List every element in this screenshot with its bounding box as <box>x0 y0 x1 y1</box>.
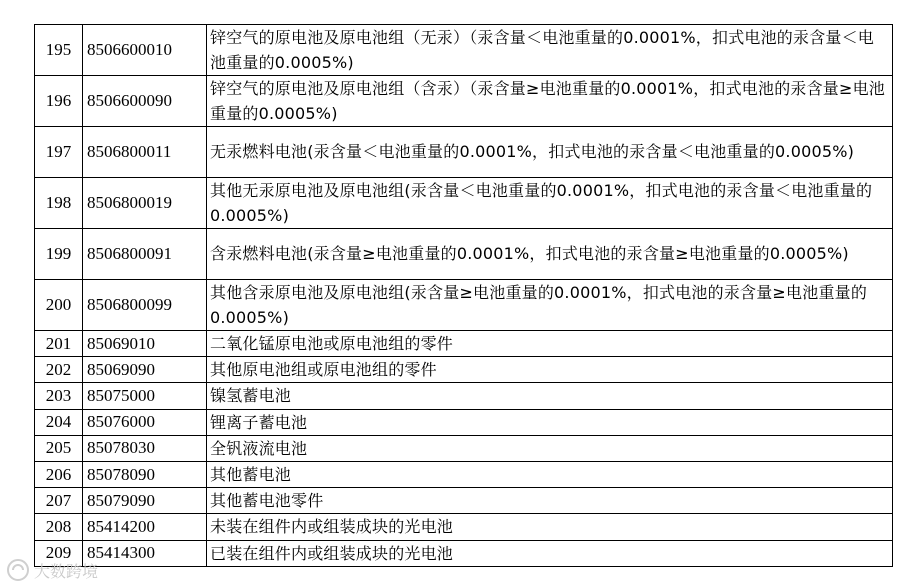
description-cell: 已装在组件内或组装成块的光电池 <box>207 540 893 566</box>
row-number-cell: 199 <box>35 229 83 280</box>
table-row <box>35 383 893 409</box>
description-cell: 镍氢蓄电池 <box>207 383 893 409</box>
table-row <box>35 488 893 514</box>
table-row <box>35 25 893 76</box>
hs-code-cell: 8506800099 <box>83 280 207 331</box>
description-cell: 其他原电池组或原电池组的零件 <box>207 357 893 383</box>
row-number-cell: 204 <box>35 409 83 435</box>
row-number-cell: 195 <box>35 25 83 76</box>
row-number-cell: 205 <box>35 435 83 461</box>
row-number-cell: 196 <box>35 76 83 127</box>
table-row <box>35 331 893 357</box>
description-cell: 锌空气的原电池及原电池组（无汞）（汞含量＜电池重量的0.0001%，扣式电池的汞含量＜电池重量的0.0005%) <box>207 25 893 76</box>
table-row <box>35 540 893 566</box>
watermark-text: 大数跨境 <box>34 561 99 581</box>
hs-code-cell: 85069090 <box>83 357 207 383</box>
hs-code-cell: 85076000 <box>83 409 207 435</box>
brand-logo-icon <box>6 558 30 582</box>
description-cell: 未装在组件内或组装成块的光电池 <box>207 514 893 540</box>
description-cell: 其他蓄电池 <box>207 461 893 487</box>
row-number-cell: 207 <box>35 488 83 514</box>
row-number-cell: 202 <box>35 357 83 383</box>
table-row <box>35 409 893 435</box>
table-row <box>35 435 893 461</box>
row-number-cell: 197 <box>35 127 83 178</box>
description-cell: 含汞燃料电池(汞含量≥电池重量的0.0001%，扣式电池的汞含量≥电池重量的0.0005%) <box>207 229 893 280</box>
description-cell: 全钒液流电池 <box>207 435 893 461</box>
hs-code-cell: 8506600010 <box>83 25 207 76</box>
table-body <box>35 25 893 567</box>
row-number-cell: 209 <box>35 540 83 566</box>
watermark <box>6 558 98 582</box>
description-cell: 无汞燃料电池(汞含量＜电池重量的0.0001%，扣式电池的汞含量＜电池重量的0.0005%) <box>207 127 893 178</box>
row-number-cell: 203 <box>35 383 83 409</box>
hs-code-cell: 85079090 <box>83 488 207 514</box>
hs-code-cell: 8506800019 <box>83 178 207 229</box>
table-row <box>35 178 893 229</box>
row-number-cell: 201 <box>35 331 83 357</box>
table-row <box>35 127 893 178</box>
hs-code-cell: 85069010 <box>83 331 207 357</box>
hs-code-cell: 8506800091 <box>83 229 207 280</box>
description-cell: 其他含汞原电池及原电池组(汞含量≥电池重量的0.0001%，扣式电池的汞含量≥电池重量的0.0005%) <box>207 280 893 331</box>
hs-code-table <box>34 24 893 567</box>
table-row <box>35 514 893 540</box>
table-row <box>35 357 893 383</box>
hs-code-cell: 85075000 <box>83 383 207 409</box>
row-number-cell: 200 <box>35 280 83 331</box>
row-number-cell: 208 <box>35 514 83 540</box>
hs-code-cell: 85414300 <box>83 540 207 566</box>
hs-code-cell: 8506800011 <box>83 127 207 178</box>
table-row <box>35 280 893 331</box>
description-cell: 锌空气的原电池及原电池组（含汞）（汞含量≥电池重量的0.0001%，扣式电池的汞含量≥电池重量的0.0005%) <box>207 76 893 127</box>
hs-code-cell: 85078030 <box>83 435 207 461</box>
table-row <box>35 76 893 127</box>
table-row <box>35 461 893 487</box>
table-row <box>35 229 893 280</box>
description-cell: 其他无汞原电池及原电池组(汞含量＜电池重量的0.0001%，扣式电池的汞含量＜电池重量的0.0005%) <box>207 178 893 229</box>
hs-code-cell: 8506600090 <box>83 76 207 127</box>
hs-code-cell: 85078090 <box>83 461 207 487</box>
description-cell: 锂离子蓄电池 <box>207 409 893 435</box>
row-number-cell: 198 <box>35 178 83 229</box>
row-number-cell: 206 <box>35 461 83 487</box>
description-cell: 二氧化锰原电池或原电池组的零件 <box>207 331 893 357</box>
hs-code-cell: 85414200 <box>83 514 207 540</box>
description-cell: 其他蓄电池零件 <box>207 488 893 514</box>
